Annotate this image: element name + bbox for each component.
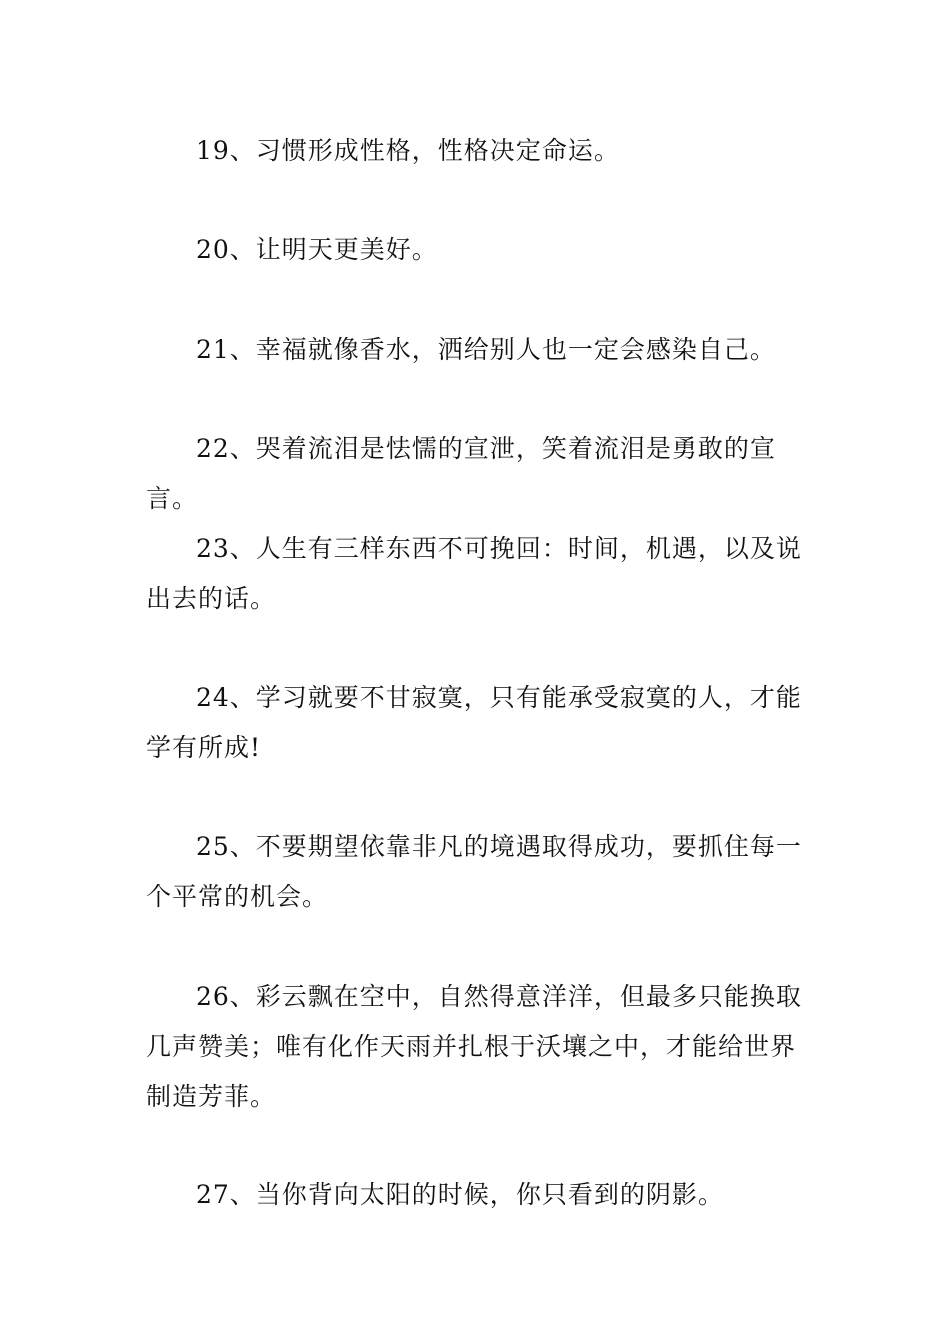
quote-paragraph-22: 22、哭着流泪是怯懦的宣泄，笑着流泪是勇敢的宣言。 bbox=[146, 434, 776, 513]
quote-paragraph-20: 20、让明天更美好。 bbox=[196, 235, 438, 264]
quote-paragraph-23: 23、人生有三样东西不可挽回：时间，机遇，以及说出去的话。 bbox=[146, 534, 802, 613]
quote-paragraph-26: 26、彩云飘在空中，自然得意洋洋，但最多只能换取几声赞美；唯有化作天雨并扎根于沃壤之中，才能给世界制造芳菲。 bbox=[146, 982, 802, 1111]
quote-paragraph-21: 21、幸福就像香水，洒给别人也一定会感染自己。 bbox=[196, 335, 776, 364]
quote-paragraph-25: 25、不要期望依靠非凡的境遇取得成功，要抓住每一个平常的机会。 bbox=[146, 832, 802, 911]
quote-paragraph-24: 24、学习就要不甘寂寞，只有能承受寂寞的人，才能学有所成! bbox=[146, 683, 802, 762]
quote-paragraph-19: 19、习惯形成性格，性格决定命运。 bbox=[196, 136, 620, 165]
quote-paragraph-27: 27、当你背向太阳的时候，你只看到的阴影。 bbox=[196, 1180, 724, 1209]
